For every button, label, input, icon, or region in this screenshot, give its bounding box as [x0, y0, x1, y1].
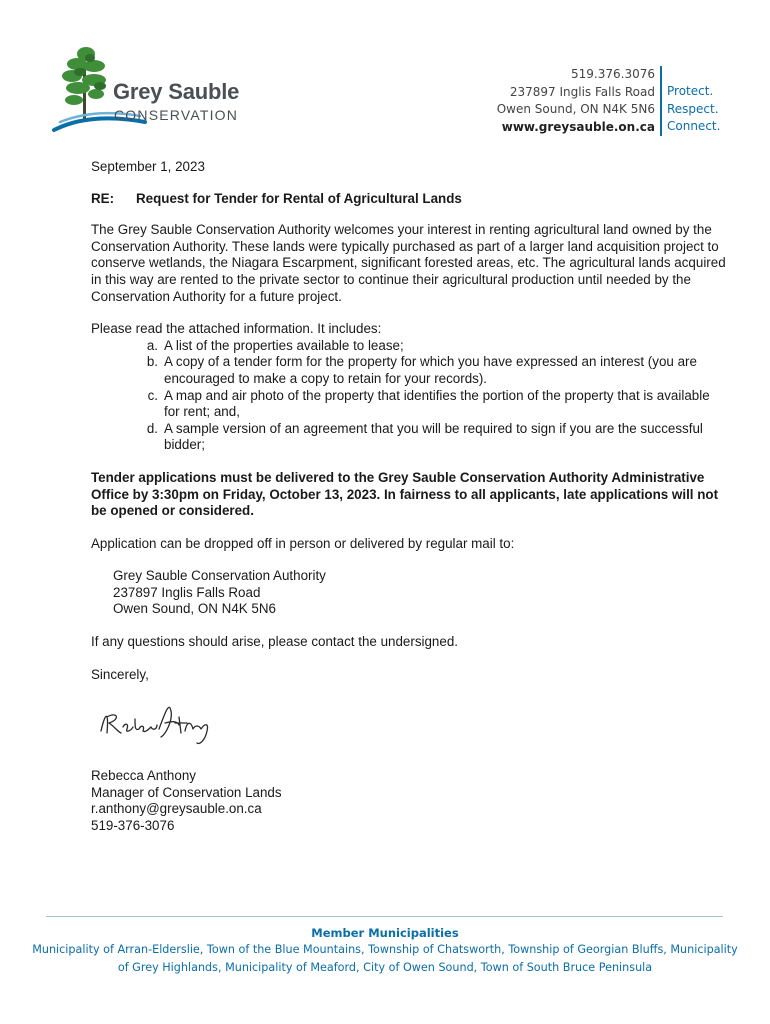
- list-marker: a.: [146, 337, 158, 353]
- list-item: [91, 354, 727, 387]
- address-line: 237897 Inglis Falls Road: [113, 584, 261, 600]
- attachments-list: [91, 338, 727, 454]
- signature-icon: [95, 693, 225, 753]
- tagline-protect: Protect.: [667, 84, 714, 98]
- footer: [30, 925, 740, 976]
- intro-paragraph: The Grey Sauble Conservation Authority welcomes your interest in renting agricultural land owned by the Conservation Authority. These lands were typically purchased as part of a larger land acquisition project to conserve wetlands, the Niagara Escarpment, significant forested areas, etc. The agricultural lands acquired in this way are rented to the private sector to continue their agricultural production until needed by the Conservation Authority for a future project.: [91, 222, 726, 304]
- closing: Sincerely,: [91, 666, 149, 682]
- list-text: A copy of a tender form for the property for which you have expressed an interest (you are encouraged to make a copy to retain for your records).: [164, 354, 697, 386]
- re-subject: Request for Tender for Rental of Agricultural Lands: [136, 190, 462, 206]
- tagline: [667, 83, 720, 136]
- address-line: Owen Sound, ON N4K 5N6: [113, 601, 277, 617]
- signer-phone: 519-376-3076: [91, 818, 175, 834]
- delivery-paragraph: Application can be dropped off in person or delivered by regular mail to:: [91, 535, 515, 551]
- signer-email-link[interactable]: r.anthony@greysauble.on.ca: [91, 801, 262, 817]
- list-marker: b.: [146, 354, 158, 370]
- list-marker: d.: [146, 420, 158, 436]
- tagline-respect: Respect.: [667, 101, 719, 116]
- re-line: [91, 191, 727, 208]
- list-intro: Please read the attached information. It includes:: [91, 321, 382, 337]
- list-item: [91, 421, 727, 454]
- list-item: [91, 338, 727, 355]
- list-text: A sample version of an agreement that you will be required to sign if you are the successful bidder;: [164, 420, 703, 453]
- list-text: A list of the properties available to lease;: [164, 337, 404, 353]
- footer-title: Member Municipalities: [311, 926, 459, 940]
- footer-municipalities-line-2: of Grey Highlands, Municipality of Meaford, City of Owen Sound, Town of South Bruce Peninsula: [117, 960, 653, 974]
- footer-municipalities-line-1: Municipality of Arran-Elderslie, Town of the Blue Mountains, Township of Chatsworth, Township of Georgian Bluffs, Municipality: [32, 943, 738, 956]
- address-line: Grey Sauble Conservation Authority: [113, 568, 326, 584]
- questions-paragraph: If any questions should arise, please contact the undersigned.: [91, 634, 458, 650]
- contact-website-link[interactable]: www.greysauble.on.ca: [501, 119, 655, 134]
- signer-title: Manager of Conservation Lands: [91, 784, 282, 800]
- logo-name: Grey Sauble: [113, 79, 240, 104]
- signer-block: [91, 768, 727, 834]
- logo-subtitle: CONSERVATION: [114, 107, 239, 123]
- contact-block: [497, 66, 655, 136]
- tagline-connect: Connect.: [667, 119, 721, 133]
- re-label: RE:: [91, 190, 115, 206]
- signer-name: Rebecca Anthony: [91, 768, 196, 784]
- header-divider: [660, 66, 662, 136]
- contact-city: Owen Sound, ON N4K 5N6: [496, 102, 655, 116]
- list-item: [91, 388, 727, 421]
- deadline-paragraph: Tender applications must be delivered to the Grey Sauble Conservation Authority Administrative Office by 3:30pm on Friday, October 13, 2023. In fairness to all applicants, late applications will not be opened or considered.: [91, 469, 719, 519]
- contact-phone: 519.376.3076: [571, 67, 655, 81]
- list-text: A map and air photo of the property that identifies the portion of the property that is available for rent; and,: [164, 387, 710, 420]
- mailing-address: [91, 568, 727, 618]
- list-marker: c.: [147, 387, 158, 403]
- contact-street: 237897 Inglis Falls Road: [509, 84, 655, 99]
- footer-divider: [46, 916, 723, 917]
- letter-body: [91, 159, 727, 835]
- letter-date: September 1, 2023: [91, 159, 205, 174]
